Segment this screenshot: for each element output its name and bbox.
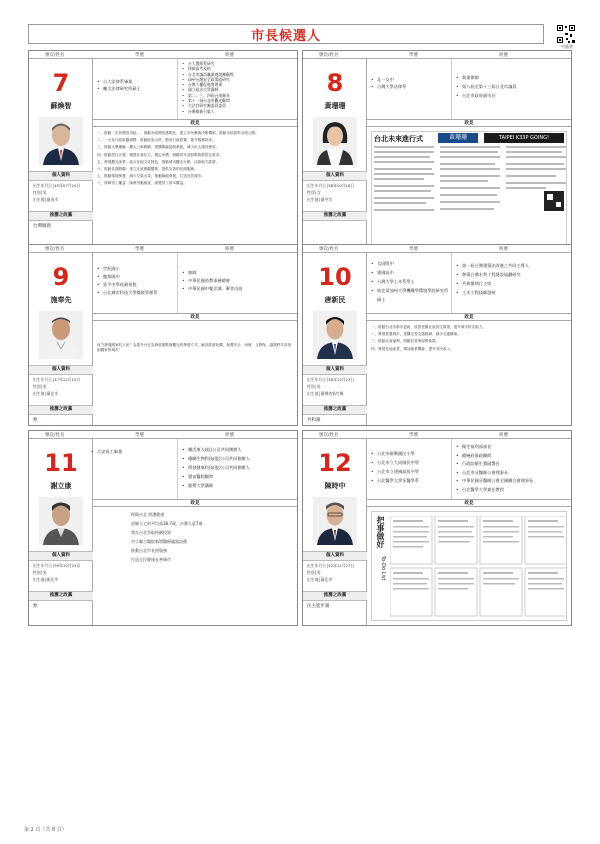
party-title: 推薦之政黨 [29, 405, 93, 415]
platform-title: 政見 [367, 499, 571, 507]
experience-item: • 台大農經系研究 [188, 61, 297, 66]
education-item: • 世紀國小 [103, 265, 177, 273]
platform-graphic [371, 131, 567, 245]
party: 台灣維新 [33, 224, 51, 229]
candidate-profile [29, 253, 93, 425]
birth-date: 出生年月日│58年10月18日 [307, 183, 355, 188]
experience-item: • 國立政治大學講師 [188, 87, 297, 92]
candidate-photo [39, 311, 83, 359]
experience-item: • 台北市議員職業遊說團顧問 [188, 72, 297, 77]
candidate-name: 施奉先 [50, 296, 72, 304]
education-item: • 龍翔國中 [103, 273, 177, 281]
personal-info-title: 個人資料 [303, 171, 367, 181]
gender: 性別│男 [307, 570, 321, 575]
education-item: • 太同附中 [377, 259, 451, 268]
platform-subtitle: To-Do List [380, 556, 386, 581]
candidate-photo [313, 497, 357, 545]
experience-item: • 台北市政府副市長 [462, 91, 571, 100]
todo-list-grid [390, 516, 567, 621]
experience-item: • 傳發健康科技(股)公司共同創辦人 [188, 463, 297, 472]
candidate-card-12 [302, 430, 572, 626]
platform-title: 政見 [93, 499, 297, 507]
experience-item: • 台灣維新召集人 [188, 109, 297, 114]
experience-item: • 覺宙醫院顧問 [188, 472, 297, 481]
party-title: 推薦之政黨 [303, 405, 367, 415]
candidate-card-10 [302, 244, 572, 426]
candidate-number: 10 [318, 263, 352, 291]
birthplace: 出生地│新北市 [33, 577, 59, 582]
gender: 性別│男 [307, 384, 321, 389]
experience-item: • 中華民國牙醫師公會全國聯合會理事長 [462, 477, 571, 486]
party-title: 推薦之政黨 [303, 591, 367, 601]
qr-label: 中選會 [561, 44, 573, 49]
birth-date: 出生年月日│47年12月10日 [33, 377, 81, 382]
gender: 性別│男 [33, 190, 47, 195]
experience-item: • 銘傳大學講師 [188, 481, 297, 490]
education-item: • 台北城市科技大學餐飲管理系 [103, 289, 177, 297]
birthplace: 出生地│臺中市 [307, 197, 333, 202]
candidate-photo [39, 117, 83, 165]
candidate-number: 8 [326, 69, 344, 97]
platform-slogan: TAIPEI K33P GOING! [484, 133, 564, 143]
experience-item: • 第十一屆台北市觀光顧問 [188, 98, 297, 103]
education-item: • 輔大法律研究所碩士 [103, 86, 177, 93]
experience-item: • 台灣人權促進會理事 [188, 82, 297, 87]
candidate-number: 11 [44, 449, 78, 477]
experience-item: • 中華民國中餐烹調．葷食丙級 [188, 285, 297, 293]
candidate-number: 9 [52, 263, 70, 291]
party-title: 推薦之政黨 [29, 591, 93, 601]
page-title-bar [28, 24, 544, 44]
candidate-name: 蘇煥智 [50, 102, 72, 110]
platform-graphic [371, 511, 567, 621]
candidate-number: 7 [52, 69, 70, 97]
candidate-photo [39, 497, 83, 545]
gender: 性別│女 [307, 190, 321, 195]
platform-text-columns [374, 146, 567, 242]
qr-code-icon [556, 24, 576, 44]
education-item: • 延平中學夜補習校 [103, 281, 177, 289]
experience-item: • 律師高考及格 [188, 66, 297, 71]
card-header: 號次/姓名 學歷 經歷 [29, 431, 297, 439]
candidate-name: 黃珊珊 [324, 102, 346, 110]
platform-badge: 黃珊珊 [438, 133, 478, 143]
platform-text: 捍衛台北 照護健康 頂層人宅前平均高38.7歲，台灣人是7歲 我在台北爭取持續投資 市立聯合醫院新增醫療儀器設備 推動台北市長照服務 打造全民健康友善城市 [131, 512, 203, 562]
experience-item: • 執業律師 [462, 73, 571, 82]
birth-date: 出生年月日│58年12月23日 [307, 377, 355, 382]
education-item: • 台北市立建國高級中學 [377, 467, 451, 476]
platform-text: 一、推動台北市都市更新，改善老舊社區居住環境，提升城市防災能力。 二、發展智慧城市，建構完善交通路網，減少交通擁塞。 三、推動社會福利，照顧長者與弱勢族群。 四、發展在地產業，增加就業機會，提升市民收入。 [371, 325, 486, 351]
page-title: 市長候選人 [250, 29, 321, 44]
education-item: • 台大法律系畢業 [103, 79, 177, 86]
candidate-photo [313, 117, 357, 165]
card-header: 號次/姓名 學歷 經歷 [303, 51, 571, 59]
education-item: • 台灣大學土木系學士 [377, 277, 451, 286]
education-item: • 台北醫學大學牙醫學系 [377, 476, 451, 485]
party: 無 [33, 418, 38, 423]
platform-text: 一、推動「市民開放市政」：推動市政開放透明化，建立市民參與決策機制，推動市政資料全面公開。 二、一元化行政區劃調整：推動區里合併，節省行政經費，提升服務效率。 三、推動大眾運輸：擴大公車路網，建構無縫接駁系統，減少私人運具使用。 四、推動居住正義：興建社會住宅，穩定房價，照顧青年及弱勢族群居住需求。 五、發展觀光產業：結合在地文化特色，推動城市觀光行銷，活絡地方經濟。 六、推動長期照顧：建立社區照顧體系，提供完善的長照服務。 七、推動環境保護：減少空氣污染，推動綠能發展，打造宜居城市。 八、保障勞工權益：落實勞動檢查，維護勞工基本權益。 [97, 131, 259, 186]
card-header: 號次/姓名 學歷 經歷 [29, 245, 297, 253]
page-footer: 第 2 頁（共 8 頁） [24, 827, 67, 833]
education-item: • 台灣大學法律系 [377, 84, 451, 91]
candidate-profile [303, 253, 367, 425]
education-item: • 柏克萊加州大學機構學環境學院研究所碩士 [377, 286, 451, 304]
platform-headline: 把事做好 [376, 516, 385, 548]
personal-info-title: 個人資料 [303, 551, 367, 561]
birth-date: 出生年月日│45年07月20日 [33, 183, 81, 188]
platform-headline: 台北未來進行式 [374, 135, 423, 143]
personal-info-title: 個人資料 [303, 365, 367, 375]
experience-item: • 土木工程技師證照 [462, 288, 571, 297]
candidate-profile [29, 439, 93, 625]
candidate-photo [313, 311, 357, 359]
education-item: • 北一女中 [377, 77, 451, 84]
experience-item: • 總統府資政顧問 [462, 452, 571, 461]
birthplace: 出生地│臺南市 [33, 197, 59, 202]
experience-item: • 行政院衛生署副署長 [462, 460, 571, 469]
candidate-number: 12 [318, 449, 352, 477]
candidate-card-8 [302, 50, 572, 250]
experience-item: • 樂活康人(股)公司共同創辦人 [188, 445, 297, 454]
birth-date: 出生年月日│59年10月23日 [33, 563, 81, 568]
experience-item: • 共和黨執行主席 [462, 279, 571, 288]
experience-item: • 中華民國道教事務總會 [188, 277, 297, 285]
party: 共和黨 [307, 418, 321, 423]
experience-item: • 廚師 [188, 269, 297, 277]
personal-info-title: 個人資料 [29, 551, 93, 561]
platform-title: 政見 [367, 119, 571, 127]
birth-date: 出生年月日│42年11月27日 [307, 563, 355, 568]
party-title: 推薦之政黨 [29, 211, 93, 221]
education-item: • 台北市新興國民小學 [377, 449, 451, 458]
personal-info-title: 個人資料 [29, 171, 93, 181]
candidate-card-9 [28, 244, 298, 426]
card-header: 號次/姓名 學歷 經歷 [29, 51, 297, 59]
candidate-card-11 [28, 430, 298, 626]
birthplace: 出生地│臺灣省新竹縣 [307, 391, 344, 396]
candidate-name: 陳時中 [324, 482, 346, 490]
experience-item: • 參與台灣水利工程建設規劃研究 [462, 270, 571, 279]
experience-item: • 衛生福利部部長 [462, 443, 571, 452]
party: 民主進步黨 [307, 604, 330, 609]
party-title: 推薦之政黨 [303, 211, 367, 221]
experience-item: • 第一屆台灣建築法改進之共同主導人 [462, 261, 571, 270]
education-item: • 台北市立大同國民中學 [377, 458, 451, 467]
education-item: • 大安高工畢業 [97, 449, 177, 456]
birthplace: 出生地│臺北市 [307, 577, 333, 582]
experience-item: • 大法官研究團委員委員 [188, 103, 297, 108]
birthplace: 出生地│臺北市 [33, 391, 59, 396]
platform-text: 致力發展國家的人民！為提升台北為發展重點與觀光的發展方式，解決經濟危機，保護安全、治理、文教保，讓我們共同再創國家的城市！ [97, 343, 292, 353]
experience-item: • DPP台灣安全政策組研究 [188, 77, 297, 82]
education-item: • 建國高中 [377, 268, 451, 277]
platform-title: 政見 [367, 313, 571, 321]
candidate-card-7 [28, 50, 298, 250]
card-header: 號次/姓名 學歷 經歷 [303, 431, 571, 439]
card-header: 號次/姓名 學歷 經歷 [303, 245, 571, 253]
experience-item: • 第二、三、四屆台南縣長 [188, 93, 297, 98]
candidate-name: 謝立康 [50, 482, 72, 490]
experience-item: • 第八屆至第十三屆台北市議員 [462, 82, 571, 91]
platform-title: 政見 [93, 119, 297, 127]
candidate-profile [29, 59, 93, 249]
gender: 性別│男 [33, 570, 47, 575]
gender: 性別│男 [33, 384, 47, 389]
platform-title: 政見 [93, 313, 297, 321]
candidate-profile [303, 59, 367, 249]
experience-item: • 優聯生物科技(股)公司共同創辦人 [188, 454, 297, 463]
party: 無 [33, 604, 38, 609]
candidate-name: 唐新民 [324, 296, 346, 304]
experience-item: • 台北市牙醫師公會理事長 [462, 469, 571, 478]
candidate-profile [303, 439, 367, 625]
personal-info-title: 個人資料 [29, 365, 93, 375]
experience-item: • 台北醫學大學兼任教授 [462, 486, 571, 495]
